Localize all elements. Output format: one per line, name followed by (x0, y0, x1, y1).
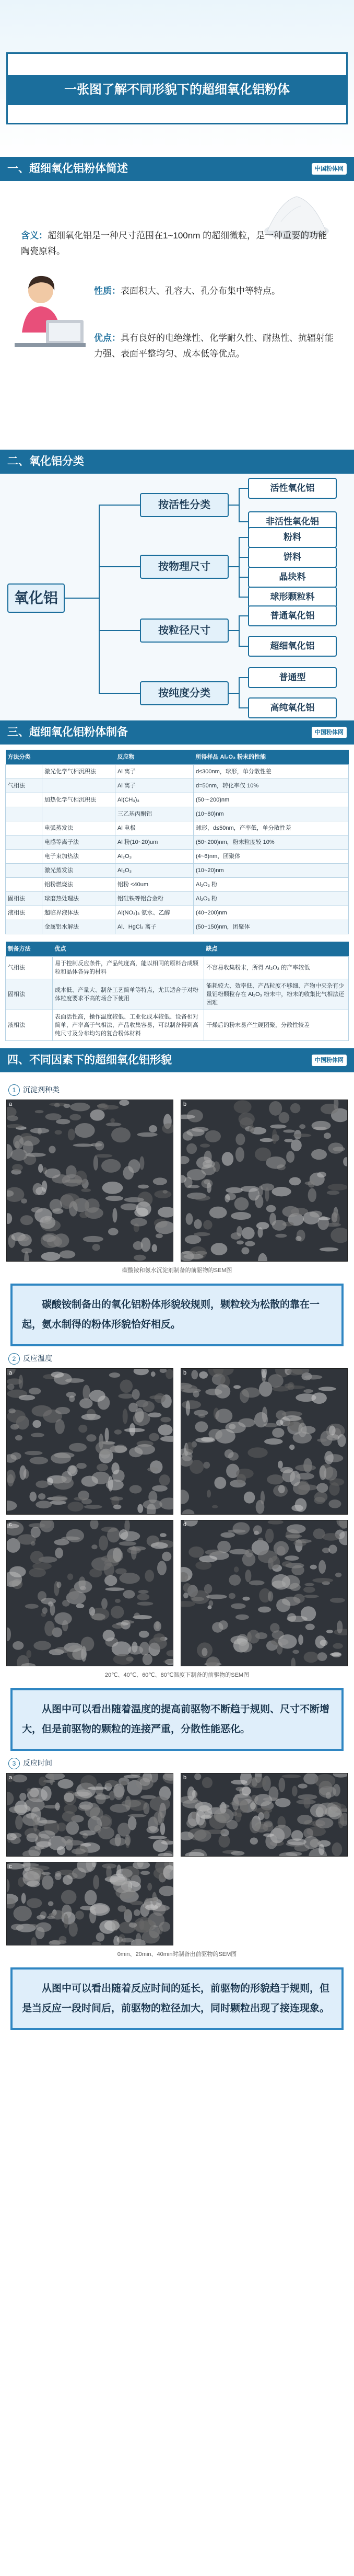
sem-row-temperature (6, 1368, 348, 1682)
leaf-spherical-particle: 球形颗粒料 (248, 587, 337, 608)
leaf-high-purity: 高纯氧化铝 (248, 697, 337, 718)
table-cell: 电子束加热法 (42, 850, 115, 864)
table-row (6, 821, 349, 835)
table-row (6, 906, 349, 920)
table-cell: 气相法 (6, 779, 42, 793)
table-cell: Al、HgCl₂ 离子 (115, 920, 194, 934)
table-cell: 球形，d≤50nm，产率低，单分散性差 (194, 821, 349, 835)
table-row (6, 807, 349, 821)
table-cell: 电感等离子法 (42, 835, 115, 850)
brand-logo: 中国粉体网 (312, 163, 347, 175)
table-cell (6, 793, 42, 807)
table-row (6, 864, 349, 878)
brand-logo: 中国粉体网 (312, 727, 347, 738)
table-cell: (50~200)nm，粉末粒度较 10% (194, 835, 349, 850)
table-cell: 铝硅铁等铝合金粉 (115, 892, 194, 906)
table-row (6, 892, 349, 906)
table-cell: Al₂O₃ 粉 (194, 878, 349, 892)
table-row (6, 850, 349, 864)
table-cell: 固相法 (6, 979, 53, 1010)
meaning-text: 超细氧化铝是一种尺寸范围在1~100nm 的超细微粒，是一种重要的功能陶瓷原料。 (21, 231, 327, 256)
advantage-label: 优点： (94, 333, 121, 343)
table-cell: (50~150)nm，团聚体 (194, 920, 349, 934)
table-cell: Al(CH₃)₃ (115, 793, 194, 807)
table-row (6, 779, 349, 793)
conclusion-callout: 从图中可以看出随着反应时间的延长，前驱物的形貌趋于规则，但是当反应一段时间后，前驱物的粒径加大，同时颗粒出现了接连现象。 (10, 1967, 344, 2030)
sem-image: b (181, 1773, 348, 1857)
table-cell: 表面活性高，操作温度较低、工业化成本较低、设备相对简单，产率高于气相法，产品收集容易，可以制备得到高纯尺寸及分布均匀的复合粉体材料 (53, 1010, 204, 1041)
section-heading-classification: 二、氧化铝分类 (0, 450, 354, 474)
group-particle-size: 按粒径尺寸 (140, 619, 229, 643)
group-physical-size: 按物理尺寸 (140, 555, 229, 579)
table-cell: 金属铝水解法 (42, 920, 115, 934)
table-header-row: 方法分类 反应物 所得样品 Al₂O₃ 粉末的性能 (6, 750, 349, 765)
leaf-cake: 饼料 (248, 547, 337, 568)
table-cell (42, 807, 115, 821)
table-cell: 激光蒸发法 (42, 864, 115, 878)
leaf-active-alumina: 活性氧化铝 (248, 478, 337, 499)
subsection-temperature: 2 反应温度 (8, 1353, 348, 1364)
table-cell: 液相法 (6, 906, 42, 920)
brand-logo: 中国粉体网 (312, 1055, 347, 1066)
table-row (6, 920, 349, 934)
table-cell: Al 粉(10~20)um (115, 835, 194, 850)
table-cell: Al₂O₃ 粉 (194, 892, 349, 906)
section-heading-morphology: 四、不同因素下的超细氧化铝形貌 中国粉体网 (0, 1048, 354, 1072)
table-cell: Al(NO₃)₃ 氨水、乙醇 (115, 906, 194, 920)
leaf-ordinary-type: 普通型 (248, 667, 337, 688)
table-cell: Al₂O₃ (115, 864, 194, 878)
table-cell: (40~200)nm (194, 906, 349, 920)
table-cell: 激光化学气相沉积法 (42, 765, 115, 779)
sem-image: a (6, 1100, 173, 1262)
sem-image: d (181, 1520, 348, 1666)
table-cell: 铝粉燃烧法 (42, 878, 115, 892)
overview-section (0, 181, 354, 450)
table-cell: (10~80)nm (194, 807, 349, 821)
tree-root: 氧化铝 (7, 583, 65, 613)
table-cell: (4~6)nm，团聚体 (194, 850, 349, 864)
table-cell (42, 779, 115, 793)
table-cell (6, 850, 42, 864)
leaf-crystal-block: 晶块料 (248, 567, 337, 588)
table-row (6, 765, 349, 779)
table-cell: (10~20)nm (194, 864, 349, 878)
table-cell: 气相法 (6, 957, 53, 979)
table-cell: d≤300nm，球形，单分散性差 (194, 765, 349, 779)
table-cell: Al 离子 (115, 765, 194, 779)
table-cell (6, 878, 42, 892)
table-cell (6, 864, 42, 878)
table-cell: Al₂O₃ (115, 850, 194, 864)
section-heading-preparation: 三、超细氧化铝粉体制备 中国粉体网 (0, 720, 354, 745)
table-cell: 铝粉 <40um (115, 878, 194, 892)
figure-caption: 0min、20min、40min时制备出前驱物的SEM图 (117, 1951, 237, 1957)
table-row (6, 979, 349, 1010)
table-cell (6, 807, 42, 821)
leaf-inactive-alumina: 非活性氧化铝 (248, 511, 337, 532)
table-row (6, 957, 349, 979)
table-cell (6, 835, 42, 850)
sem-row-reaction-time (6, 1773, 348, 1961)
table-cell: 固相法 (6, 892, 42, 906)
table-cell: 加热化学气相沉积法 (42, 793, 115, 807)
table-cell: 球磨热处理法 (42, 892, 115, 906)
table-cell (6, 821, 42, 835)
meaning-label: 含义： (21, 231, 48, 241)
table-cell: 成本低、产量大、制备工艺简单等特点，尤其适合于对粉体粒度要求不高的场合下使用 (53, 979, 204, 1010)
table-cell: Al 离子 (115, 779, 194, 793)
sem-image: c (6, 1862, 173, 1945)
morphology-section (0, 1072, 354, 2046)
sem-image: a (6, 1773, 173, 1857)
sem-row-precipitant (6, 1100, 348, 1277)
sem-image: c (6, 1520, 173, 1666)
title-frame (6, 52, 348, 124)
sem-image: b (181, 1368, 348, 1515)
section-heading-overview: 一、超细氧化铝粉体简述 中国粉体网 (0, 157, 354, 181)
table-row (6, 1010, 349, 1041)
table-cell: 三乙基丙酮铝 (115, 807, 194, 821)
table-cell: 超临界液体法 (42, 906, 115, 920)
table-cell (6, 765, 42, 779)
conclusion-callout: 碳酸铵制备出的氧化铝粉体形貌较规则，颗粒较为松散的靠在一起，氨水制得的粉体形貌恰好相反。 (10, 1284, 344, 1346)
preparation-methods-table (5, 750, 349, 934)
subsection-reaction-time: 3 反应时间 (8, 1757, 348, 1769)
group-activity: 按活性分类 (140, 493, 229, 517)
table-cell: 液相法 (6, 1010, 53, 1041)
table-cell: 易于控制反应条件，产品纯度高，能以相同的原料合成颗粒和晶体各异的材料 (53, 957, 204, 979)
person-with-laptop-icon (9, 270, 88, 359)
table-cell: 干燥后的粉末易产生硬团聚，分散性较差 (204, 1010, 349, 1041)
table-row (6, 878, 349, 892)
table-header-row: 制备方法 优点 缺点 (6, 942, 349, 957)
group-purity: 按纯度分类 (140, 681, 229, 705)
figure-caption: 20℃、40℃、60℃、80℃温度下制备的前驱物的SEM图 (104, 1672, 250, 1678)
page-title: 一张图了解不同形貌下的超细氧化铝粉体 (64, 83, 290, 97)
property-label: 性质： (94, 286, 121, 296)
classification-tree (0, 474, 354, 720)
table-row (6, 835, 349, 850)
advantage-text: 具有良好的电绝缘性、化学耐久性、耐热性、抗辐射能力强、表面平整均匀、成本低等优点。 (94, 333, 334, 359)
property-text: 表面积大、孔容大、孔分布集中等特点。 (121, 286, 280, 296)
table-cell: 能耗较大、效率低、产品粒度不够细、产物中夹杂有少量铝粉颗粒存在 Al₂O₃ 粉末中，粉末的收集比气相法还困难 (204, 979, 349, 1010)
table-cell: d=50nm，转化率仅 10% (194, 779, 349, 793)
leaf-ultrafine-alumina: 超细氧化铝 (248, 636, 337, 657)
conclusion-callout: 从图中可以看出随着温度的提高前驱物不断趋于规则、尺寸不断增大，但是前驱物的颗粒的连接严重，分散性能恶化。 (10, 1688, 344, 1751)
leaf-ordinary-alumina: 普通氧化铝 (248, 605, 337, 626)
preparation-section (0, 745, 354, 1048)
table-cell: 不容易收集粉末，所得 Al₂O₃ 的产率较低 (204, 957, 349, 979)
method-comparison-table (5, 942, 349, 1041)
table-row (6, 793, 349, 807)
sem-image: b (181, 1100, 348, 1262)
table-cell: 电弧蒸发法 (42, 821, 115, 835)
leaf-powder: 粉料 (248, 527, 337, 548)
title-banner (0, 0, 354, 157)
figure-caption: 碳酸铵和氨水沉淀剂制备的前驱物的SEM图 (122, 1267, 232, 1274)
sem-image: a (6, 1368, 173, 1515)
table-cell (6, 920, 42, 934)
table-cell: Al 电极 (115, 821, 194, 835)
table-cell: (50～200)nm (194, 793, 349, 807)
subsection-precipitant: 1 沉淀剂种类 (8, 1084, 348, 1095)
